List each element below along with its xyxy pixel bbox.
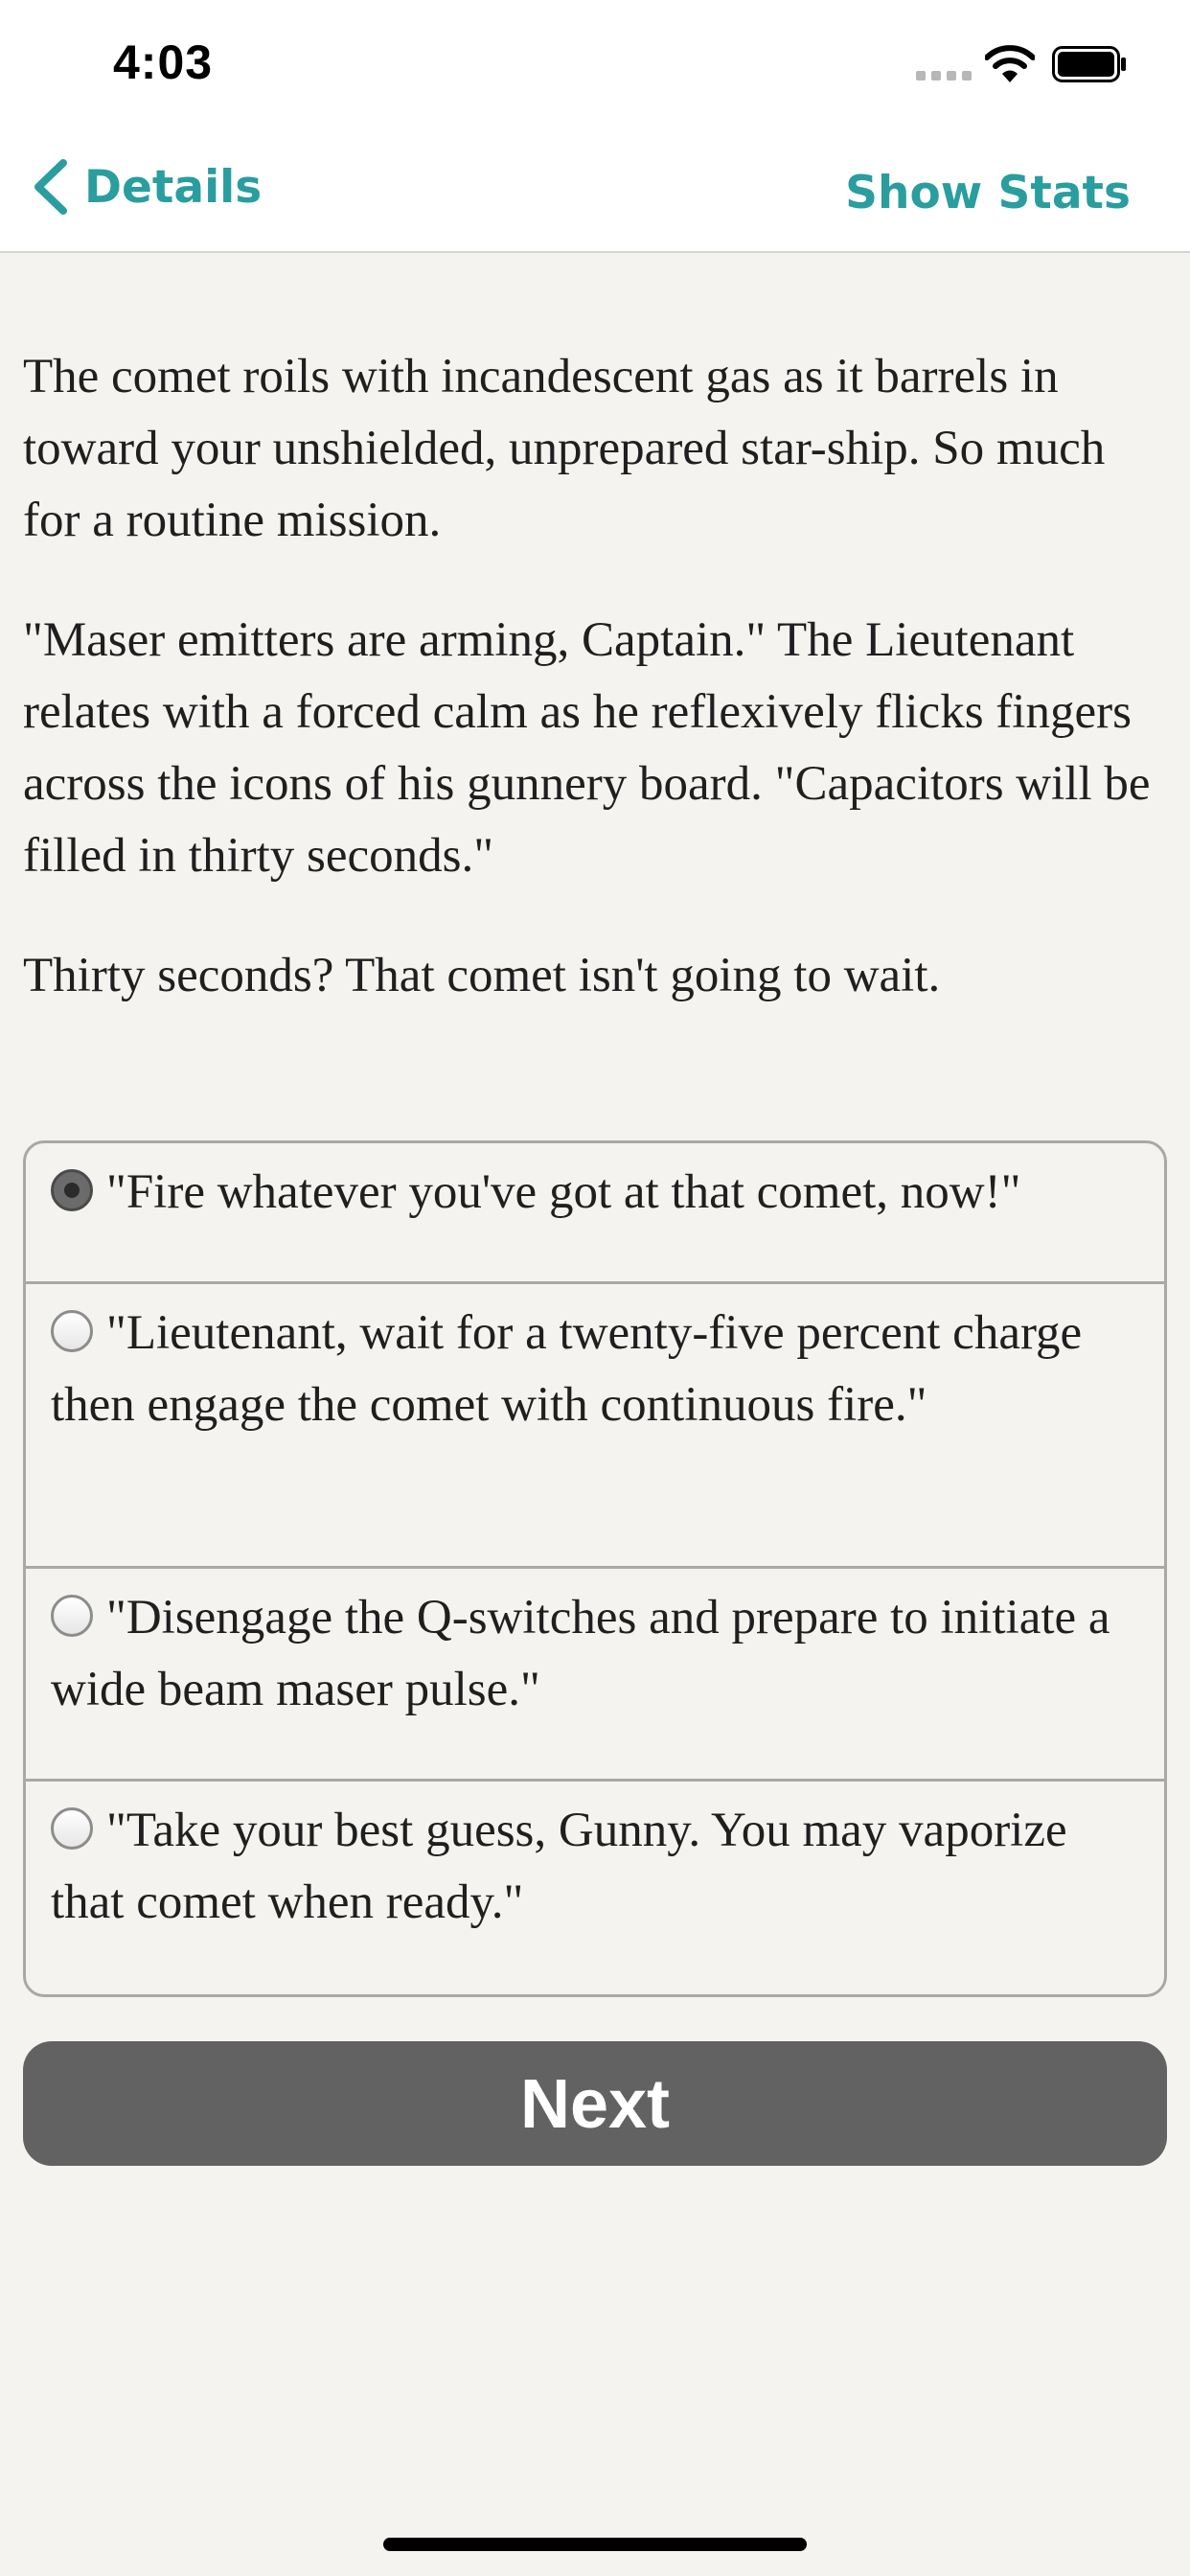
choice-option-2[interactable] — [26, 1284, 1164, 1569]
next-button[interactable]: Next — [23, 2041, 1167, 2166]
story-paragraph: The comet roils with incandescent gas as it barrels in toward your unshielded, unprepared star-ship. So much for a routine mission. — [23, 350, 1106, 547]
choice-label: "Lieutenant, wait for a twenty-five percent charge then engage the comet with continuous fire." — [51, 1306, 1083, 1432]
home-indicator[interactable] — [383, 2538, 807, 2551]
radio-selected-icon[interactable] — [51, 1169, 93, 1211]
status-time: 4:03 — [113, 35, 214, 89]
radio-unselected-icon[interactable] — [51, 1807, 93, 1850]
cellular-dots-icon — [916, 71, 972, 82]
choice-option-4[interactable] — [26, 1782, 1164, 1994]
back-button[interactable] — [29, 153, 262, 220]
story-text — [23, 341, 1173, 1060]
choice-label: "Disengage the Q-switches and prepare to initiate a wide beam maser pulse." — [51, 1591, 1110, 1716]
battery-icon — [1052, 46, 1127, 82]
choice-label: "Take your best guess, Gunny. You may vaporize that comet when ready." — [51, 1804, 1067, 1929]
choice-option-3[interactable] — [26, 1569, 1164, 1782]
status-bar — [0, 0, 1190, 125]
back-button-label: Details — [84, 160, 263, 214]
story-paragraph: Thirty seconds? That comet isn't going to wait. — [23, 949, 941, 1002]
choice-option-1[interactable] — [26, 1143, 1164, 1284]
story-paragraph: "Maser emitters are arming, Captain." The Lieutenant relates with a forced calm as he reflexively flicks fingers across the icons of his gunnery board. "Capacitors will be filled in thirty seconds." — [23, 613, 1151, 883]
wifi-icon — [985, 44, 1035, 84]
radio-unselected-icon[interactable] — [51, 1595, 93, 1637]
chevron-left-icon — [29, 157, 71, 217]
choice-list — [23, 1140, 1167, 1997]
choice-label: "Fire whatever you've got at that comet, now!" — [106, 1165, 1021, 1219]
navigation-bar — [0, 125, 1190, 253]
radio-unselected-icon[interactable] — [51, 1310, 93, 1352]
show-stats-button[interactable]: Show Stats — [845, 167, 1131, 219]
